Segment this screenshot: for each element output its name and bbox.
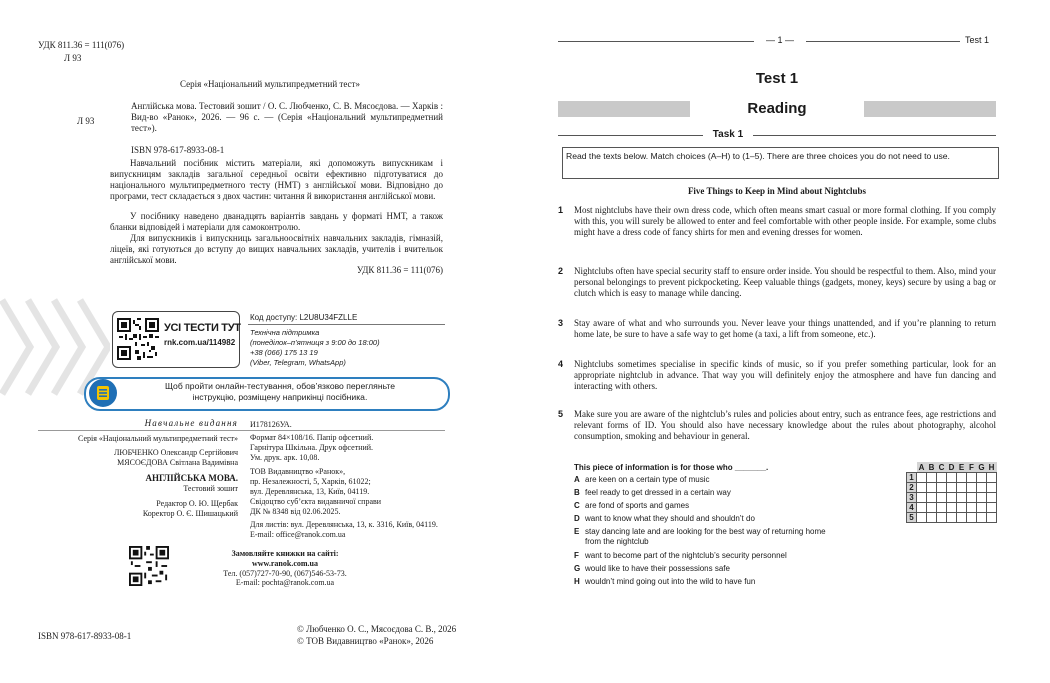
answer-cell[interactable]	[937, 483, 947, 493]
qr-code-icon[interactable]	[129, 546, 169, 586]
answer-cell[interactable]	[977, 493, 987, 503]
book-subtitle: Тестовий зошит	[183, 484, 238, 493]
answer-cell[interactable]	[987, 503, 997, 513]
item-text: Stay aware of what and who surrounds you. Never leave your things unattended, and if you’re planning to return home late, be sure to have a safe way to get home (a taxi, a lift from someone, etc.).	[574, 318, 996, 339]
grid-row-header: 5	[907, 513, 917, 523]
answer-cell[interactable]	[927, 513, 937, 523]
answer-cell[interactable]	[987, 493, 997, 503]
choice-item: E stay dancing late and are looking for the best way of returning home	[574, 527, 826, 536]
answer-cell[interactable]	[967, 483, 977, 493]
grid-column-header: C	[937, 462, 947, 473]
divider	[38, 430, 445, 431]
grid-column-header: D	[947, 462, 957, 473]
print-format: Формат 84×108/16. Папір офсетний.	[250, 433, 374, 442]
publisher-line-3: вул. Деревлянська, 13, Київ, 04119.	[250, 487, 370, 496]
series-small: Серія «Національний мультипредметний тест»	[78, 434, 238, 443]
online-line-2: інструкцію, розміщену наприкінці посібника.	[192, 392, 368, 402]
test-title: Test 1	[755, 70, 799, 87]
edition-type: Навчальне видання	[144, 418, 238, 428]
publisher-line-1: ТОВ Видавництво «Ранок»,	[250, 467, 346, 476]
series-line: Серія «Національний мультипредметний тест»	[180, 79, 360, 89]
answer-cell[interactable]	[957, 513, 967, 523]
header-rule-left	[558, 41, 754, 42]
answer-cell[interactable]	[947, 513, 957, 523]
catalog-description: Англійська мова. Тестовий зошит / О. С. Любченко, С. В. Мясоєдова. — Харків : Вид-во «Ранок», 2026. — 96 с. — (Серія «Національний мультипредметний тест»).	[131, 101, 443, 133]
author-2: МЯСОЄДОВА Світлана Вадимівна	[117, 458, 238, 467]
answer-cell[interactable]	[917, 493, 927, 503]
grid-column-header: A	[917, 462, 927, 473]
choice-item-continuation: from the nightclub	[585, 537, 649, 546]
corrector: Коректор О. Є. Шишацький	[142, 509, 238, 518]
item-text: Nightclubs sometimes specialise in specific kinds of music, so if you prefer something particular, look for an appropriate nightclub in advance. That way you will definitely enjoy the atmosphere and have fun dancing and interacting with others.	[574, 359, 996, 391]
email-order[interactable]: E-mail: pochta@ranok.com.ua	[235, 578, 335, 587]
answer-cell[interactable]	[967, 513, 977, 523]
publisher-line-5: ДК № 8348 від 02.06.2025.	[250, 507, 341, 516]
copyright-publisher: © ТОВ Видавництво «Ранок», 2026	[297, 636, 434, 646]
choice-item: G would like to have their possessions safe	[574, 564, 730, 573]
answer-cell[interactable]	[937, 513, 947, 523]
grid-row-header: 1	[907, 473, 917, 483]
answer-cell[interactable]	[927, 483, 937, 493]
answer-cell[interactable]	[957, 503, 967, 513]
choice-item: A are keen on a certain type of music	[574, 475, 710, 484]
answer-cell[interactable]	[947, 493, 957, 503]
item-number: 4	[558, 359, 564, 369]
choice-item: F want to become part of the nightclub’s security personnel	[574, 551, 787, 560]
print-code: И178126УА.	[250, 420, 292, 429]
task-rule-left	[558, 135, 703, 136]
grid-column-header: F	[967, 462, 977, 473]
email-office: E-mail: office@ranok.com.ua	[250, 530, 346, 539]
answer-cell[interactable]	[947, 473, 957, 483]
item-number: 1	[558, 205, 564, 215]
grid-row-header: 4	[907, 503, 917, 513]
isbn-bottom: ISBN 978-617-8933-08-1	[38, 631, 132, 641]
tests-badge: УСІ ТЕСТИ ТУТ	[164, 322, 241, 334]
editor: Редактор О. Ю. Щербак	[156, 499, 238, 508]
page-number: — 1 —	[765, 35, 794, 45]
support-apps: (Viber, Telegram, WhatsApp)	[250, 358, 346, 367]
print-font: Гарнітура Шкільна. Друк офсетний.	[250, 443, 374, 452]
udc-code: УДК 811.36 = 111(076)	[38, 40, 125, 50]
phone: Тел. (057)727-70-90, (067)546-53-73.	[223, 569, 347, 578]
order-line: Замовляйте книжки на сайті:	[231, 549, 339, 558]
item-number: 5	[558, 409, 564, 419]
udc-right: УДК 811.36 = 111(076)	[356, 265, 443, 275]
text-title: Five Things to Keep in Mind about Nightclubs	[687, 186, 867, 196]
answer-cell[interactable]	[987, 513, 997, 523]
header-rule-right	[806, 41, 960, 42]
annotation-paragraph-2: У посібнику наведено дванадцять варіантів завдань у форматі НМТ, а також бланки відповідей і матеріали для самоконтролю.	[110, 211, 443, 232]
answer-cell[interactable]	[977, 473, 987, 483]
annotation-paragraph-3: Для випускників і випускниць загальноосвітніх навчальних закладів, гімназій, ліцеїв, які готуються до вступу до вищих навчальних закладів, учителів і вчительок англійської мови.	[110, 233, 443, 265]
annotation-paragraph-1: Навчальний посібник містить матеріали, які допоможуть випускникам і випускницям закладів загальної середньої освіти ефективно підготуватися до національного мультипредметного тесту (НМТ) з англійської мови. Відповідно до програми, тест складається з двох частин: читання й використання англійської мови.	[110, 158, 443, 201]
answer-cell[interactable]	[977, 513, 987, 523]
answer-cell[interactable]	[987, 473, 997, 483]
support-title: Технічна підтримка	[250, 328, 320, 337]
book-title: АНГЛІЙСЬКА МОВА.	[145, 473, 238, 483]
support-hours: (понеділок–п’ятниця з 9:00 до 18:00)	[250, 338, 380, 347]
answer-cell[interactable]	[937, 503, 947, 513]
online-line-1: Щоб пройти онлайн-тестування, обов’язково перегляньте	[164, 381, 396, 391]
divider	[238, 311, 239, 368]
isbn-line: ISBN 978-617-8933-08-1	[131, 145, 225, 155]
answer-cell[interactable]	[957, 493, 967, 503]
answer-grid	[906, 462, 997, 523]
item-text: Most nightclubs have their own dress code, which often means smart casual or more formal clothing. If you comply with this, you will surely be allowed to enter and feel comfortable with other people inside. For example, some clubs might have a dress code of fancy shirts for men and evening dresses for women.	[574, 205, 996, 237]
answer-cell[interactable]	[937, 493, 947, 503]
running-head: Test 1	[965, 35, 990, 45]
answer-cell[interactable]	[937, 473, 947, 483]
instructions: Read the texts below. Match choices (A–H) to (1–5). There are three choices you do not need to use.	[566, 151, 950, 161]
item-text: Nightclubs often have special security staff to ensure order inside. You should be respectful to them. Also, mind your personal belongings to prevent pickpocketing. Keep valuable things (gadgets, money, keys) secure by using a bag or clutch which is easy to manage while dancing.	[574, 266, 996, 298]
publisher-line-4: Свідоцтво суб’єкта видавничої справи	[250, 497, 382, 506]
website[interactable]: www.ranok.com.ua	[251, 559, 318, 568]
prompt: This piece of information is for those who _______.	[574, 463, 769, 472]
choice-item: D want to know what they should and shouldn’t do	[574, 514, 755, 523]
answer-cell[interactable]	[917, 483, 927, 493]
grid-column-header: H	[987, 462, 997, 473]
task-rule-right	[753, 135, 996, 136]
answer-cell[interactable]	[977, 483, 987, 493]
grid-column-header: G	[978, 462, 985, 472]
grid-column-header: E	[957, 462, 967, 473]
letters-address: Для листів: вул. Деревлянська, 13, к. 3316, Київ, 04119.	[250, 520, 438, 529]
answer-cell[interactable]	[957, 483, 967, 493]
section-title: Reading	[690, 100, 864, 118]
tests-url[interactable]: rnk.com.ua/114982	[164, 338, 236, 347]
print-sheets: Ум. друк. арк. 10,08.	[250, 453, 320, 462]
answer-cell[interactable]	[917, 513, 927, 523]
answer-cell[interactable]	[987, 483, 997, 493]
grid-row-header: 3	[907, 493, 917, 503]
answer-cell[interactable]	[977, 503, 987, 513]
author-1: ЛЮБЧЕНКО Олександр Сергійович	[113, 448, 238, 457]
choice-item: B feel ready to get dressed in a certain way	[574, 488, 731, 497]
document-icon	[89, 379, 117, 407]
catalog-mark: Л 93	[64, 53, 82, 63]
answer-cell[interactable]	[967, 473, 977, 483]
item-number: 2	[558, 266, 564, 276]
task-title: Task 1	[712, 129, 744, 140]
item-number: 3	[558, 318, 564, 328]
grid-column-header: B	[927, 462, 937, 473]
answer-cell[interactable]	[947, 483, 957, 493]
answer-cell[interactable]	[967, 503, 977, 513]
divider	[248, 324, 445, 325]
answer-cell[interactable]	[927, 473, 937, 483]
answer-cell[interactable]	[947, 503, 957, 513]
copyright-authors: © Любченко О. С., Мясоєдова С. В., 2026	[297, 624, 457, 634]
answer-cell[interactable]	[917, 503, 927, 513]
choice-item: C are fond of sports and games	[574, 501, 690, 510]
answer-cell[interactable]	[967, 493, 977, 503]
support-phone: +38 (066) 175 13 19	[250, 348, 318, 357]
item-text: Make sure you are aware of the nightclub’s rules and policies about entry, such as entrance fees, age restrictions and relevant forms of ID. You should also have necessary knowledge about the rules about photography, alcohol consumption, smoking and behaviour in general.	[574, 409, 996, 441]
access-code: Код доступу: L2U8U34FZLLE	[250, 313, 358, 322]
catalog-code: Л 93	[77, 116, 95, 126]
answer-cell[interactable]	[917, 473, 927, 483]
grid-row-header: 2	[907, 483, 917, 493]
choice-item: H wouldn’t mind going out into the wild to have fun	[574, 577, 756, 586]
publisher-line-2: пр. Незалежності, 5, Харків, 61022;	[250, 477, 371, 486]
answer-cell[interactable]	[927, 493, 937, 503]
answer-cell[interactable]	[957, 473, 967, 483]
qr-code-icon[interactable]	[117, 318, 159, 360]
answer-cell[interactable]	[927, 503, 937, 513]
